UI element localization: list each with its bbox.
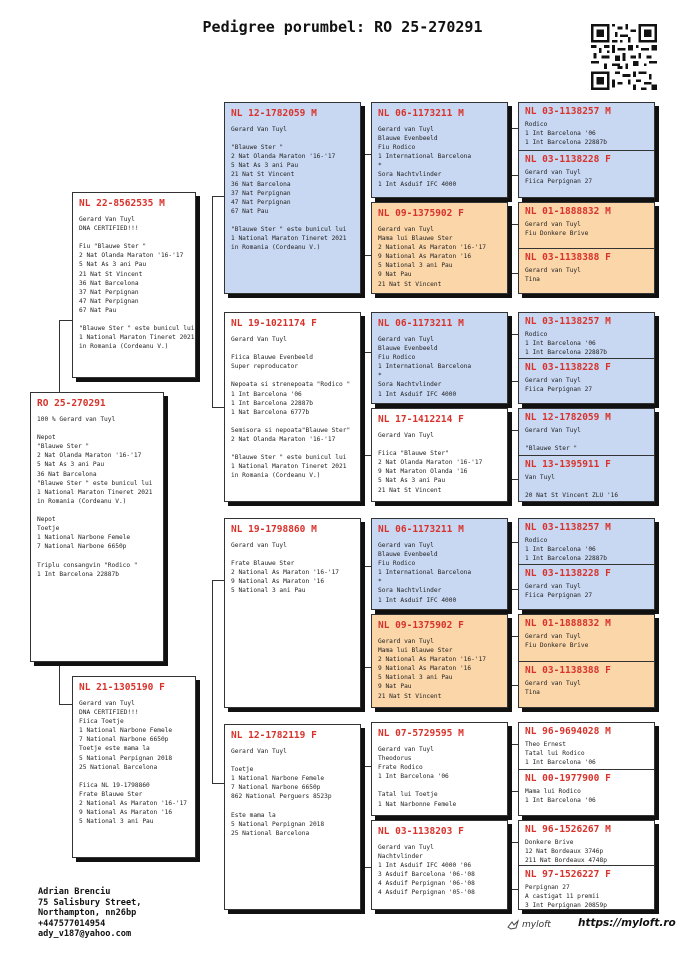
ring-number: NL 03-1138257 M [525, 316, 611, 327]
note-line: 1 Int Barcelona '06 [525, 546, 596, 554]
pedigree-notes [525, 536, 648, 563]
note-line: Frate Rodico [378, 764, 423, 772]
pedigree-notes [378, 431, 501, 495]
note-line: 2 Nat Olanda Maraton '16-'17 [231, 153, 336, 161]
note-line: in Romania (Cordeanu V.) [37, 497, 127, 505]
note-line: 1 National Narbone Femele [231, 775, 325, 783]
note-line: Gerard Van Tuyl [79, 216, 135, 223]
ggp-card-6[interactable] [371, 614, 508, 708]
note-line: Fiu Rodico [378, 560, 416, 568]
note-line: Gerard van Tuyl [378, 638, 434, 645]
ring-number: NL 01-1888832 M [525, 618, 611, 629]
note-line: Gerard van Tuyl [525, 583, 581, 590]
pedigree-notes [378, 745, 501, 809]
note-line: Fiu Donkere Brive [525, 642, 589, 650]
note-line: Rodico [525, 331, 548, 338]
note-line: DNA CERTIFIED!!! [79, 225, 139, 233]
note-line: 1 National Maraton Tineret 2021 [231, 235, 347, 243]
note-line: Fiu Donkere Brive [525, 230, 589, 238]
note-line: Fiica Perpignan 27 [525, 592, 593, 600]
note-line: 1 National Maraton Tineret 2021 [231, 463, 347, 471]
note-line: Theodorus [378, 755, 412, 763]
note-line: 21 Nat St Vincent [231, 171, 295, 179]
ring-number: NL 17-1412214 F [378, 414, 464, 425]
note-line: 7 National Narbone 6650p [231, 784, 321, 792]
gggp-card-4[interactable] [518, 408, 655, 502]
note-line: Semisora si nepoata"Blauwe Ster" [231, 426, 351, 434]
note-line: 5 Nat As 3 ani Pau [231, 162, 299, 170]
note-line: 2 Nat Olanda Maraton '16-'17 [231, 436, 336, 444]
note-line: in Romania (Cordeanu V.) [231, 244, 321, 252]
note-line: 9 Nat Pau [378, 683, 412, 691]
note-line: 1 Int Barcelona '06 [378, 773, 449, 781]
owner-name: Adrian Brenciu [38, 887, 111, 897]
note-line [231, 802, 354, 811]
ring-number: NL 06-1173211 M [378, 524, 464, 535]
note-line: Mama lui Blauwe Ster [378, 235, 453, 243]
note-line: Gerard Van Tuyl [525, 427, 581, 434]
note-line: 47 Nat Perpignan [79, 297, 139, 305]
note-line: 1 International Barcelona [378, 153, 472, 161]
ring-number: NL 13-1395911 F [525, 459, 611, 470]
note-line: Gerard van Tuyl [378, 126, 434, 133]
note-line: Fiica Blauwe Evenbeeld [231, 354, 313, 362]
pedigree-notes [525, 582, 611, 600]
note-line: 2 National As Maraton '16-'17 [79, 800, 188, 808]
note-line [79, 772, 189, 781]
note-line: Gerard van Tuyl [378, 226, 434, 233]
note-line: Frate Blauwe Ster [231, 560, 295, 568]
note-line: * [378, 578, 382, 586]
gggp-card-8[interactable] [518, 820, 655, 910]
note-line: 1 Int Barcelona 22887b [525, 555, 607, 563]
note-line: 2 National As Maraton '16-'17 [231, 569, 340, 577]
pedigree-notes [525, 473, 618, 500]
pigeon-icon [507, 919, 519, 931]
note-line: 21 Nat St Vincent [378, 280, 442, 288]
ring-number: NL 03-1138228 F [525, 362, 611, 373]
subject-card[interactable] [30, 392, 164, 662]
note-line: 1 Int Barcelona '06 [525, 759, 596, 767]
pedigree-notes [525, 330, 648, 357]
granddam-sire-card[interactable] [224, 312, 361, 502]
note-line: 1 Nat Barcelona 6777b [231, 408, 310, 416]
note-line: DNA CERTIFIED!!! [79, 709, 139, 717]
note-line: "Blauwe Ster " este bunicul lui [37, 479, 153, 487]
gggp-card-6[interactable] [518, 614, 655, 708]
note-line: Blauwe Evenbeeld [378, 551, 438, 559]
ring-number: NL 03-1138203 F [378, 826, 464, 837]
pedigree-notes [378, 637, 501, 701]
pedigree-notes [525, 426, 648, 453]
note-line [378, 781, 501, 790]
note-line: 1 Int Barcelona '06 [231, 390, 302, 398]
note-line: Nachtvlinder [378, 853, 423, 861]
note-line: 4 Asduif Perpignan '05-'08 [378, 889, 475, 897]
pedigree-notes [525, 220, 648, 238]
logo-text: myloft [522, 920, 551, 930]
note-line: 67 Nat Pau [79, 306, 117, 314]
ring-number: RO 25-270291 [37, 398, 106, 409]
note-line: Toetje este mama la [79, 745, 150, 753]
note-line: Gerard Van Tuyl [231, 748, 287, 755]
pedigree-notes [525, 120, 648, 147]
note-line: in Romania (Cordeanu V.) [79, 343, 169, 351]
ggp-card-2[interactable] [371, 202, 508, 294]
pedigree-notes [79, 699, 189, 826]
note-line: Tatal lui Toetje [378, 791, 438, 799]
note-line: Donkere Brive [525, 839, 574, 846]
pedigree-notes [378, 125, 501, 189]
note-line: 7 National Narbone 6650p [37, 543, 127, 551]
ring-number: NL 07-5729595 M [378, 728, 464, 739]
note-line: 5 Nat As 3 ani Pau [37, 461, 105, 469]
website-link[interactable]: https://myloft.ro [578, 917, 676, 929]
note-line [231, 756, 354, 765]
ring-number: NL 06-1173211 M [378, 108, 464, 119]
note-line: 5 National 3 ani Pau [79, 818, 154, 826]
note-line: 1 Int Barcelona '06 [525, 130, 596, 138]
note-line [231, 344, 354, 353]
note-line: Fiica Perpignan 27 [525, 178, 593, 186]
note-line: 1 International Barcelona [378, 569, 472, 577]
ring-number: NL 09-1375902 F [378, 208, 464, 219]
note-line: 1 Int Barcelona '06 [525, 797, 596, 805]
pedigree-notes [525, 787, 611, 805]
owner-street: 75 Salisbury Street, [38, 897, 142, 908]
note-line: Nepot [37, 434, 56, 442]
note-line: 25 National Barcelona [231, 829, 310, 837]
pedigree-notes [525, 740, 648, 767]
note-line: Gerard van Tuyl [525, 169, 581, 176]
pedigree-notes [37, 415, 157, 579]
note-line: 1 Nat Narbonne Femele [378, 800, 457, 808]
note-line: 1 Int Asduif IFC 4000 [378, 390, 457, 398]
ring-number: NL 19-1798860 M [231, 524, 317, 535]
note-line: Super reproducator [231, 363, 299, 371]
grandsire-sire-card[interactable] [224, 102, 361, 294]
note-line: Gerard van Tuyl [79, 700, 135, 707]
note-line: Gerard van Tuyl [525, 221, 581, 228]
note-line: "Blauwe Ster " [37, 443, 90, 451]
note-line: Rodico [525, 121, 548, 128]
note-line: 67 Nat Pau [231, 207, 269, 215]
note-line: 5 National Perpignan 2018 [79, 754, 173, 762]
ggp-card-7[interactable] [371, 722, 508, 816]
note-line: 7 National Narbone 6650p [79, 736, 169, 744]
ggp-card-3[interactable] [371, 312, 508, 404]
note-line: 4 Asduif Perpignan '06-'08 [378, 880, 475, 888]
owner-city: Northampton, nn26bp [38, 908, 137, 918]
note-line: Gerard van Tuyl [525, 633, 581, 640]
qr-code-icon [591, 24, 657, 90]
pedigree-notes [525, 266, 611, 284]
dam-card[interactable] [72, 676, 196, 858]
ring-number: NL 01-1888832 M [525, 206, 611, 217]
note-line: 1 Int Asduif IFC 4000 '06 [378, 862, 472, 870]
pedigree-notes [378, 843, 501, 898]
note-line: 12 Nat Bordeaux 3746p [525, 848, 604, 856]
gggp-card-2[interactable] [518, 202, 655, 294]
note-line: Nepoata si strenepoata "Rodico " [231, 381, 351, 389]
note-line [231, 134, 354, 143]
pedigree-notes [378, 225, 501, 289]
pedigree-notes [231, 541, 354, 596]
note-line: 20 Nat St Vincent ZLU '16 [525, 492, 619, 500]
note-line: 5 National 3 ani Pau [378, 262, 453, 270]
ring-number: NL 03-1138388 F [525, 665, 611, 676]
note-line: Gerard van Tuyl [378, 542, 434, 549]
ring-number: NL 09-1375902 F [378, 620, 464, 631]
note-line [525, 482, 618, 491]
note-line: Gerard van Tuyl [525, 267, 581, 274]
ring-number: NL 12-1782059 M [525, 412, 611, 423]
note-line: 9 National As Maraton '16 [79, 809, 173, 817]
note-line: 1 Int Barcelona 22887b [231, 399, 313, 407]
note-line: Sora Nachtvlinder [378, 381, 442, 389]
owner-address [38, 887, 141, 940]
note-line: 1 Int Asduif IFC 4000 [378, 596, 457, 604]
ring-number: NL 21-1305190 F [79, 682, 165, 693]
note-line: Fiica Toetje [79, 718, 124, 726]
note-line: Perpignan 27 [525, 884, 570, 891]
note-line: Blauwe Evenbeeld [378, 345, 438, 353]
note-line: in Romania (Cordeanu V.) [231, 472, 321, 480]
note-line: Theo Ernest [525, 741, 566, 748]
owner-phone: +447577014954 [38, 918, 106, 929]
ring-number: NL 00-1977900 F [525, 773, 611, 784]
note-line: 9 National As Maraton '16 [231, 578, 325, 586]
note-line: 21 Nat St Vincent [378, 486, 442, 494]
note-line: 5 Nat As 3 ani Pau [378, 477, 446, 485]
note-line: 100 % Gerard van Tuyl [37, 416, 116, 423]
note-line [231, 371, 354, 380]
note-line: 37 Nat Perpignan [79, 288, 139, 296]
note-line: 36 Nat Barcelona [37, 470, 97, 478]
page-title: Pedigree porumbel: RO 25-270291 [202, 18, 483, 36]
note-line: 5 Nat As 3 ani Pau [79, 261, 147, 269]
myloft-logo [507, 919, 551, 931]
note-line: 9 Nat Pau [378, 271, 412, 279]
note-line: * [378, 372, 382, 380]
note-line: 3 Int Perpignan 20859p [525, 902, 607, 910]
ggp-card-4[interactable] [371, 408, 508, 502]
granddam-dam-card[interactable] [224, 724, 361, 910]
note-line: Fiica NL 19-1798860 [79, 781, 150, 789]
note-line: Gerard van Tuyl [378, 336, 434, 343]
pedigree-notes [378, 541, 501, 605]
note-line: Gerard van Tuyl [525, 680, 581, 687]
ring-number: NL 03-1138257 M [525, 106, 611, 117]
note-line: 5 National 3 ani Pau [231, 587, 306, 595]
ring-number: NL 97-1526227 F [525, 869, 611, 880]
note-line: "Blauwe Ster " este bunicul lui [231, 226, 347, 234]
gggp-card-5[interactable] [518, 518, 655, 610]
note-line [378, 440, 501, 449]
ring-number: NL 06-1173211 M [378, 318, 464, 329]
ring-number: NL 96-1526267 M [525, 824, 611, 835]
note-line: 1 Int Asduif IFC 4000 [378, 180, 457, 188]
grandsire-dam-card[interactable] [224, 518, 361, 708]
pedigree-notes [231, 125, 354, 252]
ggp-card-1[interactable] [371, 102, 508, 198]
note-line: Gerard Van Tuyl [378, 432, 434, 439]
note-line: 1 Int Barcelona 22887b [525, 349, 607, 357]
pedigree-notes [79, 215, 195, 351]
note-line: Mama lui Blauwe Ster [378, 647, 453, 655]
note-line: 1 Int Barcelona '06 [525, 340, 596, 348]
ring-number: NL 12-1782119 F [231, 730, 317, 741]
note-line: 25 National Barcelona [79, 763, 158, 771]
note-line: 37 Nat Perpignan [231, 189, 291, 197]
note-line: * [378, 162, 382, 170]
note-line: "Blauwe Ster " este bunicul lui [79, 325, 195, 333]
pedigree-notes [231, 747, 354, 838]
note-line: Toetje [231, 766, 254, 774]
note-line: Van Tuyl [525, 474, 555, 481]
note-line: Triplu consangvin "Rodico " [37, 561, 138, 569]
note-line: Gerard van Tuyl [231, 542, 287, 549]
note-line: Tatal lui Rodico [525, 750, 585, 758]
note-line: Gerard Van Tuyl [231, 336, 287, 343]
note-line: A castigat 11 premii [525, 893, 600, 901]
pedigree-notes [525, 376, 611, 394]
note-line: Gerard Van Tuyl [231, 126, 287, 133]
note-line: 2 Nat Olanda Maraton '16-'17 [37, 452, 142, 460]
note-line: 36 Nat Barcelona [79, 279, 139, 287]
pedigree-notes [525, 168, 611, 186]
note-line: 1 Int Barcelona 22887b [37, 570, 119, 578]
ring-number: NL 03-1138257 M [525, 522, 611, 533]
ring-number: NL 19-1021174 F [231, 318, 317, 329]
note-line: 1 International Barcelona [378, 363, 472, 371]
note-line: Gerard van Tuyl [525, 377, 581, 384]
note-line [231, 444, 354, 453]
note-line: 1 Int Barcelona 22887b [525, 139, 607, 147]
ring-number: NL 96-9694028 M [525, 726, 611, 737]
gggp-card-3[interactable] [518, 312, 655, 404]
note-line: "Blauwe Ster " [231, 144, 284, 152]
pedigree-notes [525, 632, 648, 650]
pedigree-notes [525, 838, 648, 865]
note-line: Tina [525, 276, 540, 284]
note-line [231, 417, 354, 426]
note-line: 211 Nat Bordeaux 4748p [525, 857, 607, 865]
ggp-card-5[interactable] [371, 518, 508, 610]
note-line: Frate Blauwe Ster [79, 790, 143, 798]
note-line: 2 Nat Olanda Maraton '16-'17 [378, 459, 483, 467]
note-line: 47 Nat Perpignan [231, 198, 291, 206]
note-line: 2 National As Maraton '16-'17 [378, 244, 487, 252]
note-line [37, 506, 157, 515]
ggp-card-8[interactable] [371, 820, 508, 910]
pedigree-notes [525, 883, 611, 910]
note-line [231, 216, 354, 225]
note-line: 9 National As Maraton '16 [378, 665, 472, 673]
sire-card[interactable] [72, 192, 196, 378]
note-line: 2 Nat Olanda Maraton '16-'17 [79, 252, 184, 260]
note-line: 9 Nat Maraton Olanda '16 [378, 468, 468, 476]
pedigree-notes [231, 335, 354, 481]
note-line: Sora Nachtvlinder [378, 171, 442, 179]
note-line: Sora Nachtvlinder [378, 587, 442, 595]
pedigree-notes [525, 679, 611, 697]
note-line: "Blauwe Ster " este bunicul lui [231, 454, 347, 462]
note-line: Mama lui Rodico [525, 788, 581, 795]
note-line: 9 National As Maraton '16 [378, 253, 472, 261]
note-line [79, 315, 189, 324]
note-line: 1 National Narbone Femele [37, 534, 131, 542]
note-line [231, 550, 354, 559]
pedigree-notes [378, 335, 501, 399]
note-line: Nepot [37, 516, 56, 524]
owner-email: ady_v187@yahoo.com [38, 929, 132, 939]
note-line: Blauwe Evenbeeld [378, 135, 438, 143]
note-line: Gerard van Tuyl [378, 746, 434, 753]
ring-number: NL 12-1782059 M [231, 108, 317, 119]
note-line: 21 Nat St Vincent [79, 270, 143, 278]
note-line: "Blauwe Ster " [525, 445, 578, 453]
note-line: Tina [525, 689, 540, 697]
gggp-card-1[interactable] [518, 102, 655, 198]
note-line: Fiica Perpignan 27 [525, 386, 593, 394]
note-line: Fiu "Blauwe Ster " [79, 243, 147, 251]
note-line: 3 Asduif Barcelona '06-'08 [378, 871, 475, 879]
note-line: 862 National Perguers 8523p [231, 793, 332, 801]
note-line: Gerard van Tuyl [378, 844, 434, 851]
note-line: 1 National Maraton Tineret 2021 [37, 488, 153, 496]
note-line: Fiu Rodico [378, 144, 416, 152]
note-line [525, 435, 648, 444]
ring-number: NL 03-1138228 F [525, 154, 611, 165]
ring-number: NL 03-1138228 F [525, 568, 611, 579]
note-line: 36 Nat Barcelona [231, 180, 291, 188]
note-line [79, 233, 189, 242]
note-line: 5 National 3 ani Pau [378, 674, 453, 682]
note-line: 2 National As Maraton '16-'17 [378, 656, 487, 664]
note-line: Toetje [37, 525, 60, 533]
note-line: Rodico [525, 537, 548, 544]
gggp-card-7[interactable] [518, 722, 655, 816]
note-line: Fiu Rodico [378, 354, 416, 362]
note-line: 21 Nat St Vincent [378, 692, 442, 700]
note-line: Este mama la [231, 811, 276, 819]
note-line: Fiica "Blauwe Ster" [378, 450, 449, 458]
note-line: 1 National Maraton Tineret 2021 [79, 334, 195, 342]
note-line: 1 National Narbone Femele [79, 727, 173, 735]
note-line [37, 551, 157, 560]
ring-number: NL 22-8562535 M [79, 198, 165, 209]
note-line [37, 424, 157, 433]
note-line: 5 National Perpignan 2018 [231, 820, 325, 828]
ring-number: NL 03-1138388 F [525, 252, 611, 263]
